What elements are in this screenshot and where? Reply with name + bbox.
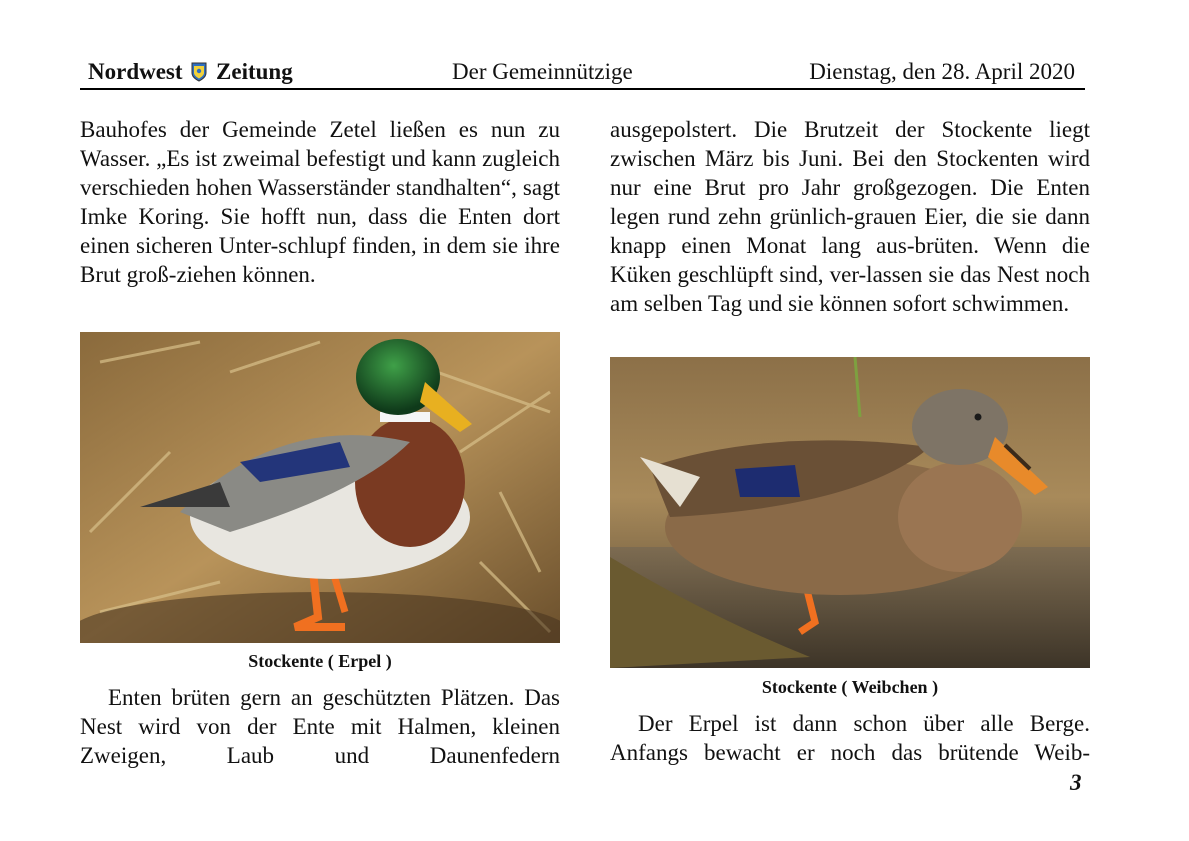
- masthead-right: Zeitung: [216, 59, 293, 84]
- masthead-left: Nordwest: [88, 59, 183, 84]
- issue-date: Dienstag, den 28. April 2020: [809, 59, 1075, 84]
- publication-title: Der Gemeinnützige: [452, 59, 633, 84]
- left-paragraph-1: Bauhofes der Gemeinde Zetel ließen es nun zu Wasser. „Es ist zweimal befestigt und kann zugleich verschieden hohen Wasserständer standhalten“, sagt Imke Koring. Sie hofft nun, dass die Enten dort einen sicheren Unter-schlupf finden, in dem sie ihre Brut groß-ziehen können.: [80, 117, 560, 287]
- page-header: [80, 55, 1085, 89]
- photo-mallard-female: [610, 357, 1090, 668]
- photo-mallard-drake: [80, 332, 560, 643]
- header-rule: [80, 88, 1085, 90]
- photo-caption-left: Stockente ( Erpel ): [248, 651, 392, 671]
- newspaper-masthead: [88, 59, 293, 88]
- right-paragraph-1: ausgepolstert. Die Brutzeit der Stockente liegt zwischen März bis Juni. Bei den Stockenten wird nur eine Brut pro Jahr großgezogen. Die Enten legen rund zehn grünlich-grauen Eier, die sie dann knapp einen Monat lang aus-brüten. Wenn die Küken geschlüpft sind, ver-lassen sie das Nest noch am selben Tag und sie können sofort schwimmen.: [610, 117, 1090, 316]
- right-paragraph-2: Der Erpel ist dann schon über alle Berge. Anfangs bewacht er noch das brütende Weib-: [610, 711, 1090, 765]
- coat-of-arms-icon: [191, 62, 207, 88]
- left-paragraph-2: Enten brüten gern an geschützten Plätzen. Das Nest wird von der Ente mit Halmen, kleinen Zweigen, Laub und Daunenfedern: [80, 685, 560, 768]
- page-number: 3: [1070, 770, 1082, 795]
- photo-caption-right: Stockente ( Weibchen ): [761, 677, 939, 697]
